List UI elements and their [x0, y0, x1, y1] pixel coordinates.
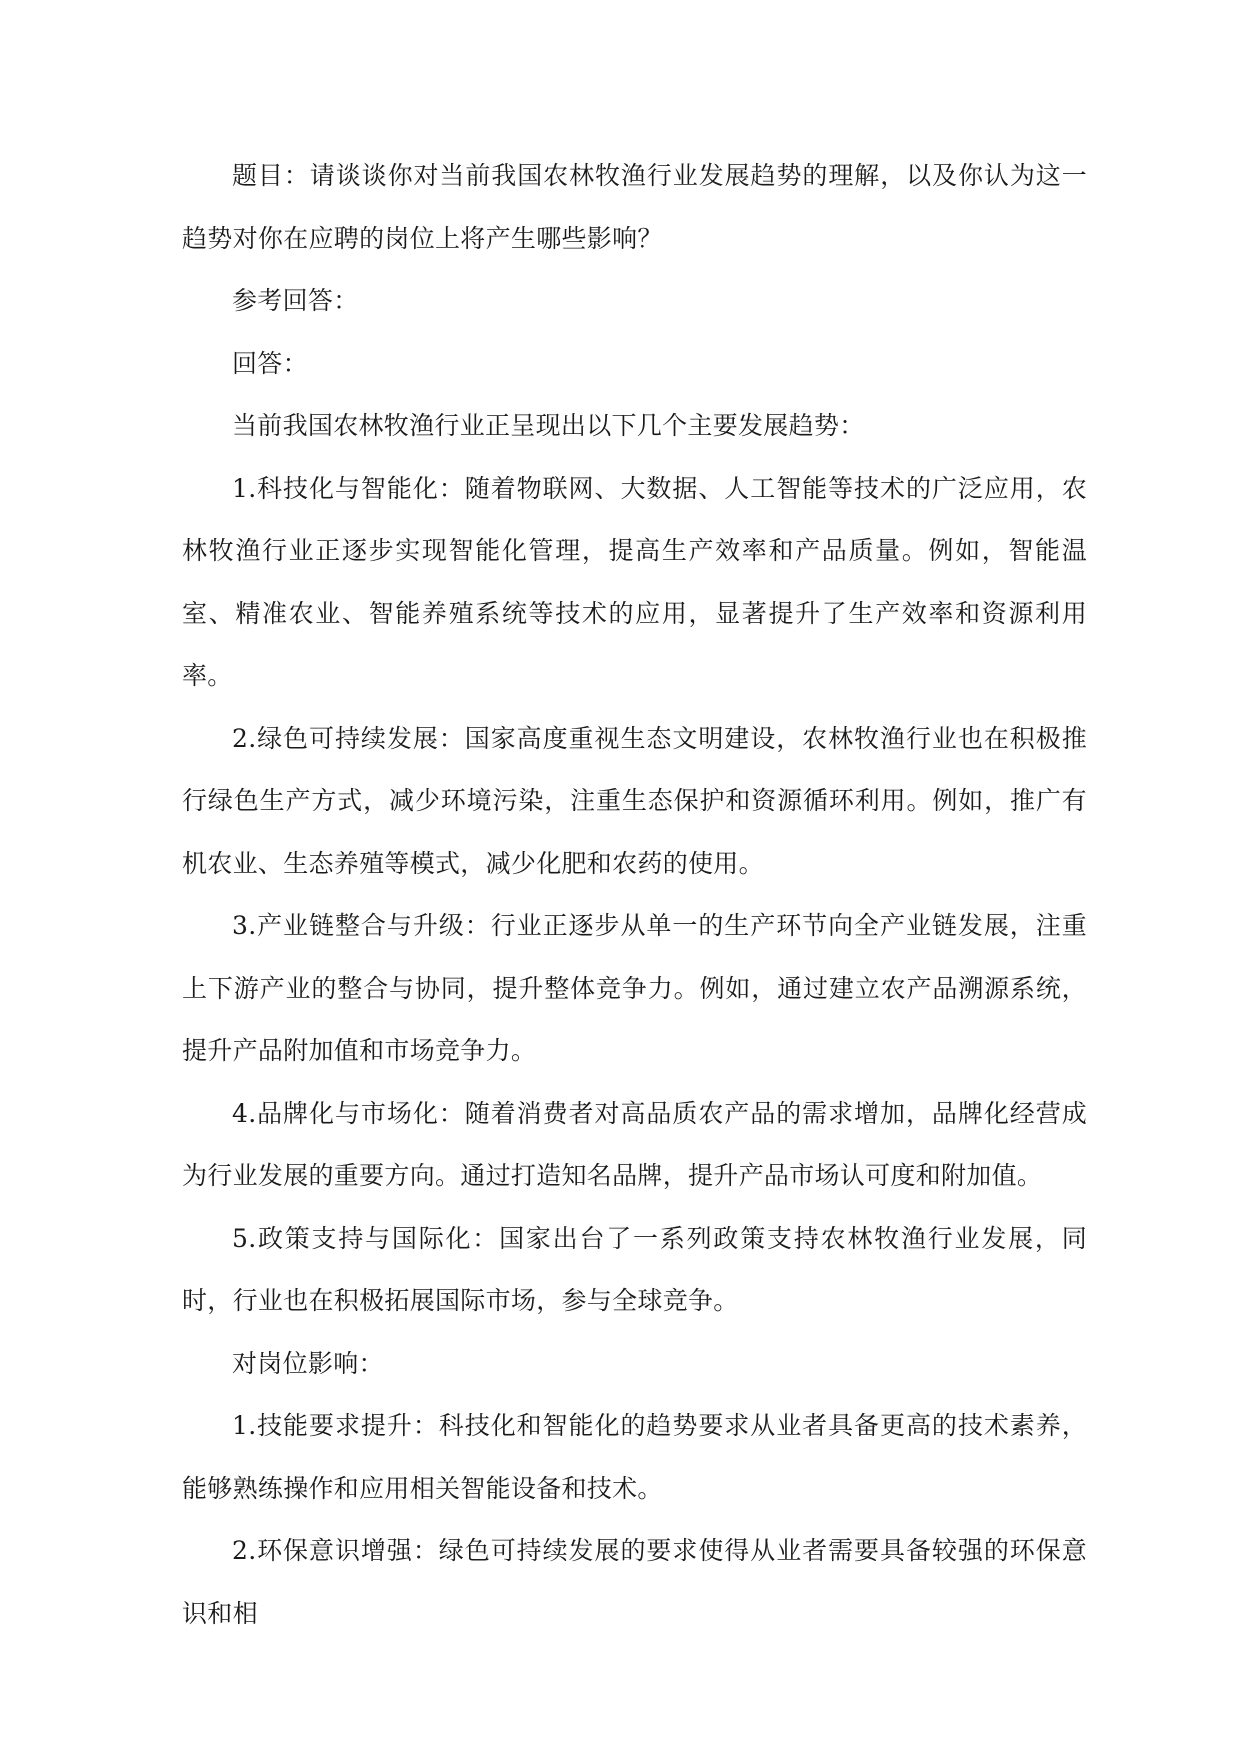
impact-heading: 对岗位影响： — [232, 1348, 384, 1378]
trend-item-3: 3.产业链整合与升级：行业正逐步从单一的生产环节向全产业链发展，注重上下游产业的整合与协同，提升整体竞争力。例如，通过建立农产品溯源系统，提升产品附加值和市场竞争力。 — [182, 911, 1087, 1065]
document-body — [182, 145, 1087, 1645]
reference-answer-heading: 参考回答： — [232, 286, 359, 315]
question-paragraph: 题目：请谈谈你对当前我国农林牧渔行业发展趋势的理解，以及你认为这一趋势对你在应聘的岗位上将产生哪些影响？ — [182, 161, 1087, 253]
trend-item-5: 5.政策支持与国际化：国家出台了一系列政策支持农林牧渔行业发展，同时，行业也在积极拓展国际市场，参与全球竞争。 — [182, 1223, 1087, 1315]
impact-item-1: 1.技能要求提升：科技化和智能化的趋势要求从业者具备更高的技术素养，能够熟练操作和应用相关智能设备和技术。 — [182, 1411, 1087, 1503]
trend-item-2: 2.绿色可持续发展：国家高度重视生态文明建设，农林牧渔行业也在积极推行绿色生产方式，减少环境污染，注重生态保护和资源循环利用。例如，推广有机农业、生态养殖等模式，减少化肥和农药的使用。 — [182, 723, 1087, 878]
trends-intro-paragraph: 当前我国农林牧渔行业正呈现出以下几个主要发展趋势： — [232, 411, 865, 440]
answer-heading: 回答： — [232, 348, 308, 378]
impact-item-2: 2.环保意识增强：绿色可持续发展的要求使得从业者需要具备较强的环保意识和相 — [182, 1536, 1087, 1628]
trend-item-4: 4.品牌化与市场化：随着消费者对高品质农产品的需求增加，品牌化经营成为行业发展的重要方向。通过打造知名品牌，提升产品市场认可度和附加值。 — [182, 1098, 1087, 1190]
trend-item-1: 1.科技化与智能化：随着物联网、大数据、人工智能等技术的广泛应用，农林牧渔行业正逐步实现智能化管理，提高生产效率和产品质量。例如，智能温室、精准农业、智能养殖系统等技术的应用，显著提升了生产效率和资源利用率。 — [182, 473, 1087, 690]
